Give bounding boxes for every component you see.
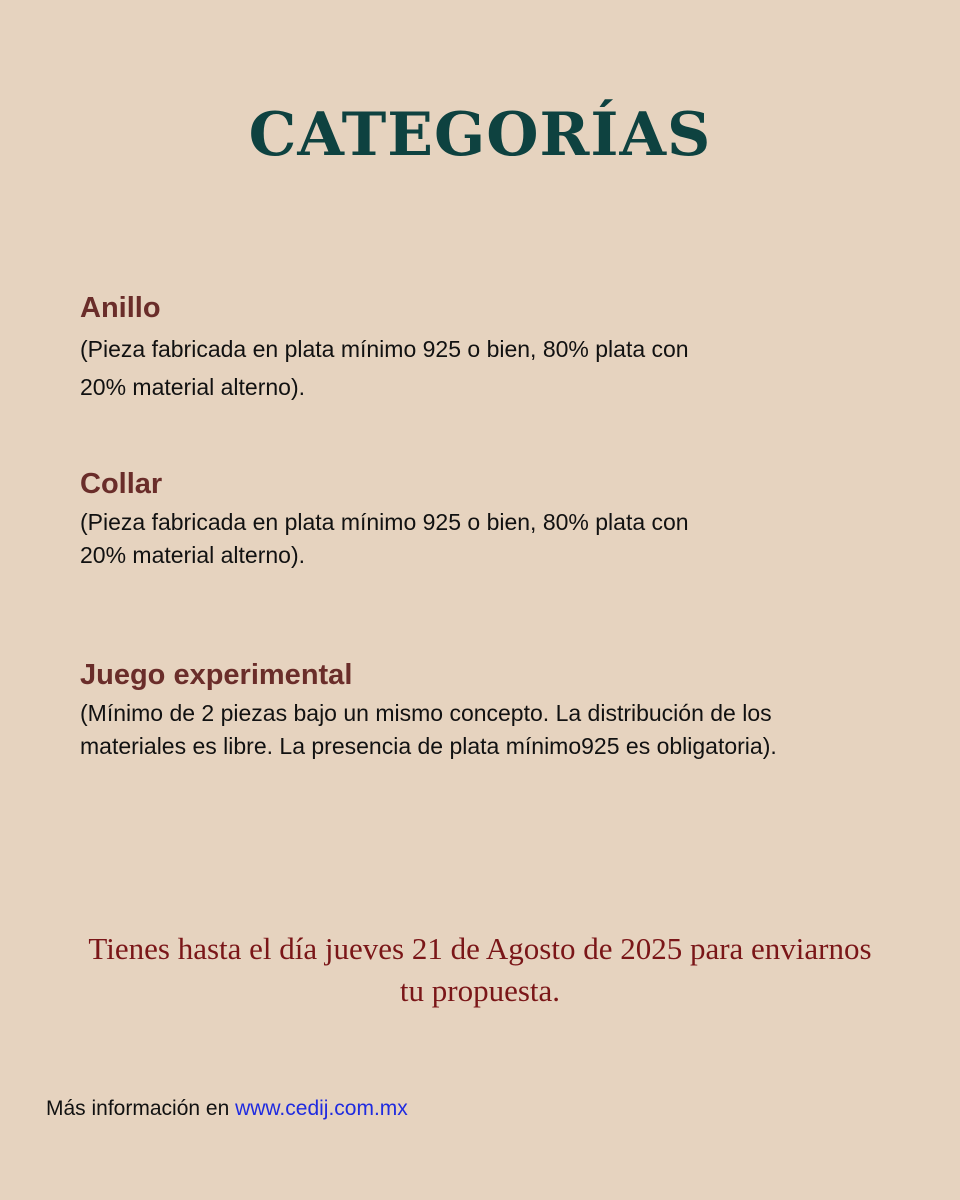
description-line: (Pieza fabricada en plata mínimo 925 o bien, 80% plata con (80, 336, 689, 362)
description-line: (Mínimo de 2 piezas bajo un mismo concepto. La distribución de los (80, 700, 772, 726)
category-description (80, 330, 920, 406)
description-line: (Pieza fabricada en plata mínimo 925 o bien, 80% plata con (80, 509, 689, 535)
category-name: Collar (80, 468, 163, 500)
deadline-line: tu propuesta. (399, 973, 561, 1008)
page-title: CATEGORÍAS (248, 100, 712, 170)
more-info-label: Más información en (46, 1097, 230, 1120)
website-link[interactable]: www.cedij.com.mx (235, 1097, 408, 1120)
description-line: 20% material alterno). (80, 542, 305, 568)
deadline-line: Tienes hasta el día jueves 21 de Agosto de 2025 para enviarnos (88, 931, 872, 966)
category-name: Anillo (80, 292, 161, 324)
category-name: Juego experimental (80, 659, 353, 691)
more-info (46, 1097, 408, 1121)
description-line: materiales es libre. La presencia de plata mínimo925 es obligatoria). (80, 733, 777, 759)
description-line: 20% material alterno). (80, 374, 305, 400)
deadline-notice (0, 928, 960, 1012)
category-description (80, 506, 920, 572)
category-description (80, 697, 920, 763)
category-collar (80, 466, 920, 572)
category-anillo (80, 290, 920, 406)
category-juego-experimental (80, 657, 920, 763)
